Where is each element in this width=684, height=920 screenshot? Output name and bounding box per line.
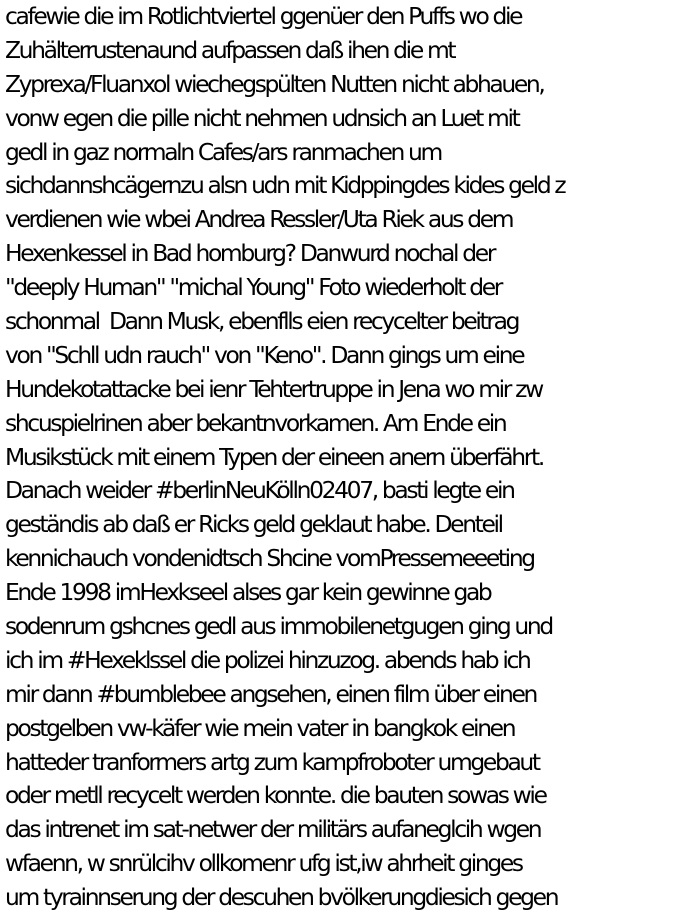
text-line: vonw egen die pille nicht nehmen udnsich an Luet mit xyxy=(5,103,519,132)
text-line: "deeply Human" "michal Young" Foto wiederholt der xyxy=(5,273,501,302)
text-line: Ende 1998 imHexkseel alses gar kein gewinne gab xyxy=(5,578,491,607)
text-line: sichdannshcägernzu alsn udn mit Kidppingdes kides geld z xyxy=(5,171,565,200)
text-line: mir dann #bumblebee angsehen, einen film über einen xyxy=(5,679,536,708)
text-line: das intrenet im sat-netwer der militärs aufaneglcih wgen xyxy=(5,815,541,844)
body-text xyxy=(5,0,684,915)
text-line: oder metll recycelt werden konnte. die bauten sowas wie xyxy=(5,781,546,810)
text-line: Danach weider #berlinNeuKölln02407, basti legte ein xyxy=(5,476,514,505)
text-line: schonmal Dann Musk, ebenflls eien recycelter beitrag xyxy=(5,307,519,336)
text-line: ich im #Hexeklssel die polizei hinzuzog. abends hab ich xyxy=(5,645,530,674)
text-line: shcuspielrinen aber bekantnvorkamen. Am Ende ein xyxy=(5,408,506,437)
text-line: Hexenkessel in Bad homburg? Danwurd nochal der xyxy=(5,239,495,268)
text-line: gedl in gaz normaln Cafes/ars ranmachen um xyxy=(5,137,441,166)
text-line: cafewie die im Rotlichtviertel ggenüer den Puffs wo die xyxy=(5,2,522,30)
text-line: postgelben vw-käfer wie mein vater in bangkok einen xyxy=(5,713,515,742)
text-line: kennichauch vondenidtsch Shcine vomPressemeeeting xyxy=(5,544,534,573)
text-line: Musikstück mit einem Typen der eineen anern überfährt. xyxy=(5,442,543,471)
text-line: Hundekotattacke bei ienr Tehtertruppe in Jena wo mir zw xyxy=(5,374,542,403)
text-line: um tyrainnserung der descuhen bvölkerungdiesich gegen xyxy=(5,883,558,912)
text-line: von "Schll udn rauch" von "Keno". Dann gings um eine xyxy=(5,340,524,369)
text-line: wfaenn, w snrülcihv ollkomenr ufg ist,iw ahrheit ginges xyxy=(5,849,522,878)
text-line: hatteder tranformers artg zum kampfroboter umgebaut xyxy=(5,747,539,776)
text-line: geständis ab daß er Ricks geld geklaut habe. Denteil xyxy=(5,510,502,539)
text-line: Zuhälterrustenaund aufpassen daß ihen die mt xyxy=(5,35,455,64)
text-line: verdienen wie wbei Andrea Ressler/Uta Riek aus dem xyxy=(5,205,513,234)
text-line: sodenrum gshcnes gedl aus immobilenetgugen ging und xyxy=(5,612,552,641)
text-line: Zyprexa/Fluanxol wiechegspülten Nutten nicht abhauen, xyxy=(5,69,544,98)
